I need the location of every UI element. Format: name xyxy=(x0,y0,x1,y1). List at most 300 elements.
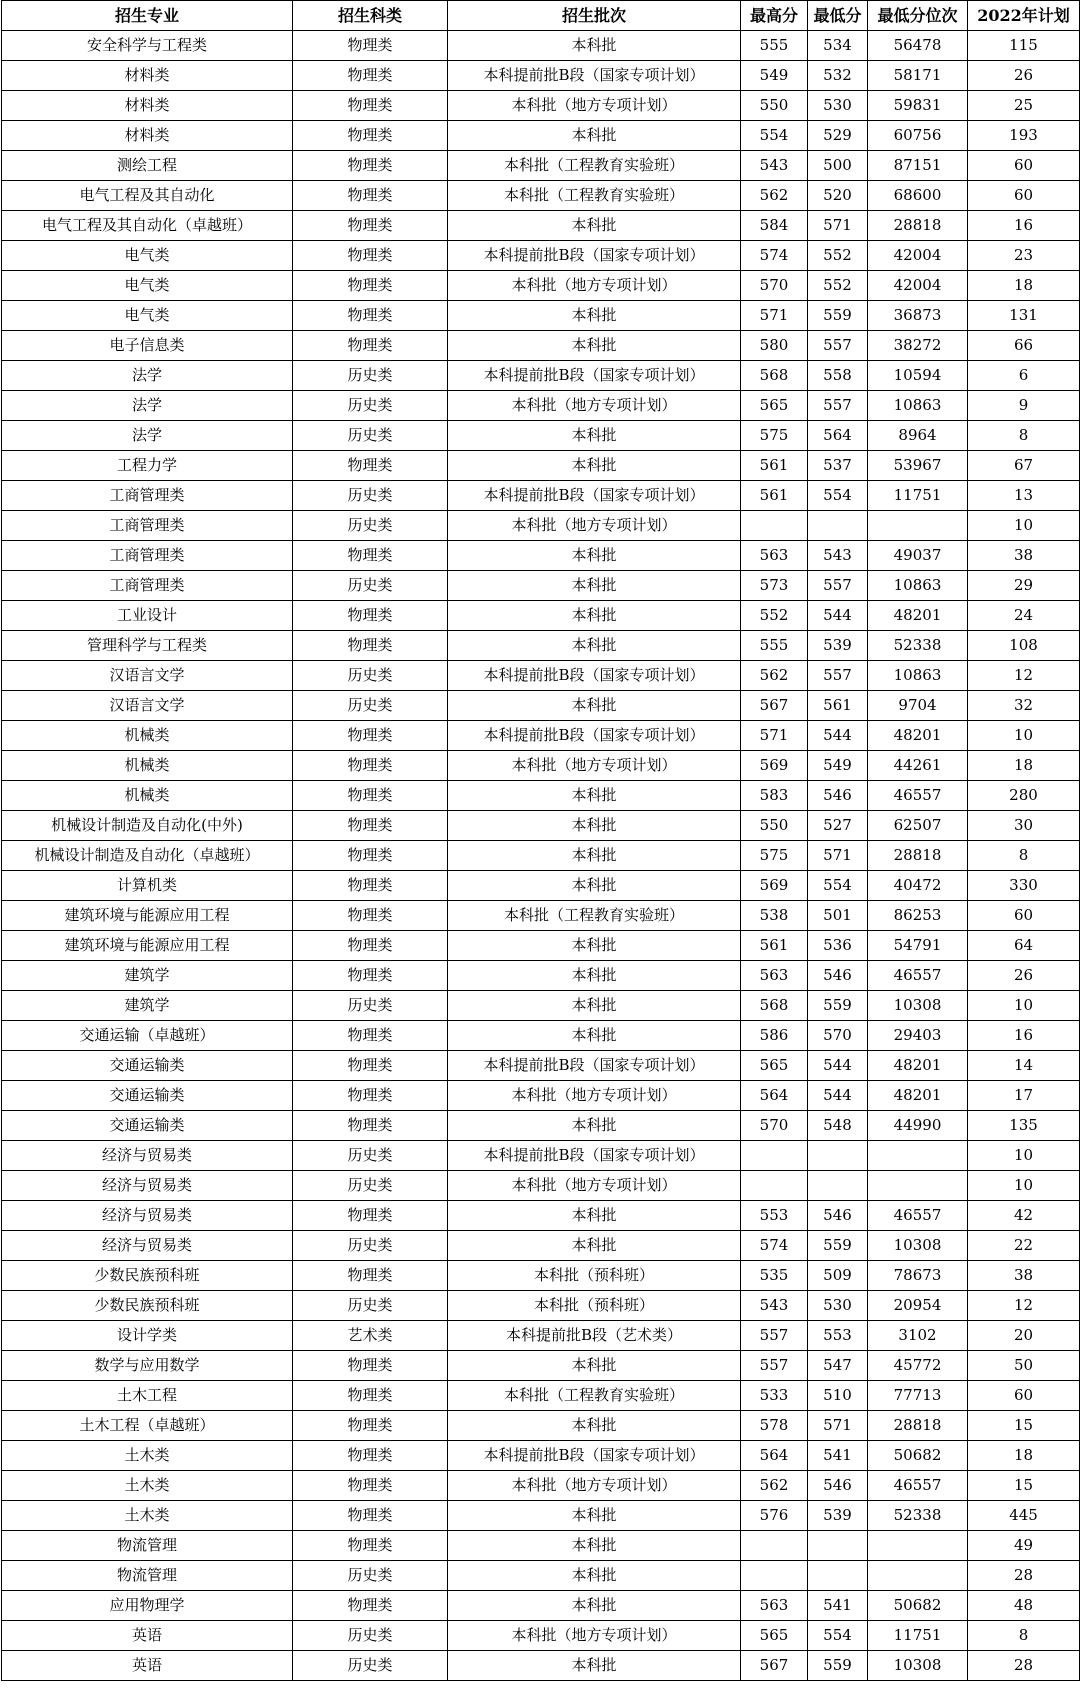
cell-min-score: 549 xyxy=(808,751,868,781)
cell-batch: 本科批（预科班） xyxy=(448,1291,741,1321)
table-row xyxy=(2,301,1080,331)
cell-max-score: 578 xyxy=(741,1411,808,1441)
cell-min-score: 546 xyxy=(808,1201,868,1231)
cell-min-score: 520 xyxy=(808,181,868,211)
cell-min-rank: 48201 xyxy=(868,1051,968,1081)
cell-plan-2022: 10 xyxy=(968,991,1080,1021)
cell-major: 工程力学 xyxy=(2,451,293,481)
cell-plan-2022: 22 xyxy=(968,1231,1080,1261)
cell-category: 物理类 xyxy=(293,1201,448,1231)
cell-min-rank: 20954 xyxy=(868,1291,968,1321)
cell-category: 物理类 xyxy=(293,1591,448,1621)
cell-max-score: 573 xyxy=(741,571,808,601)
cell-major: 机械类 xyxy=(2,781,293,811)
cell-min-score: 559 xyxy=(808,301,868,331)
cell-plan-2022: 445 xyxy=(968,1501,1080,1531)
cell-major: 计算机类 xyxy=(2,871,293,901)
cell-plan-2022: 16 xyxy=(968,211,1080,241)
cell-plan-2022: 108 xyxy=(968,631,1080,661)
cell-category: 物理类 xyxy=(293,451,448,481)
cell-batch: 本科提前批B段（国家专项计划） xyxy=(448,721,741,751)
cell-major: 经济与贸易类 xyxy=(2,1201,293,1231)
cell-batch: 本科批（地方专项计划） xyxy=(448,1621,741,1651)
cell-batch: 本科批（地方专项计划） xyxy=(448,1171,741,1201)
cell-min-rank: 38272 xyxy=(868,331,968,361)
cell-major: 汉语言文学 xyxy=(2,691,293,721)
cell-plan-2022: 60 xyxy=(968,1381,1080,1411)
cell-min-rank: 50682 xyxy=(868,1591,968,1621)
cell-major: 建筑环境与能源应用工程 xyxy=(2,931,293,961)
cell-plan-2022: 30 xyxy=(968,811,1080,841)
cell-min-rank: 46557 xyxy=(868,1471,968,1501)
cell-min-rank: 48201 xyxy=(868,1081,968,1111)
cell-max-score: 571 xyxy=(741,721,808,751)
cell-category: 历史类 xyxy=(293,661,448,691)
cell-min-score: 548 xyxy=(808,1111,868,1141)
table-row xyxy=(2,1231,1080,1261)
cell-min-rank: 10308 xyxy=(868,1651,968,1681)
cell-major: 交通运输类 xyxy=(2,1051,293,1081)
cell-min-rank: 87151 xyxy=(868,151,968,181)
header-major: 招生专业 xyxy=(2,1,293,31)
cell-category: 物理类 xyxy=(293,1081,448,1111)
cell-min-rank: 48201 xyxy=(868,721,968,751)
header-min-score: 最低分 xyxy=(808,1,868,31)
cell-plan-2022: 18 xyxy=(968,1441,1080,1471)
cell-batch: 本科批（工程教育实验班） xyxy=(448,901,741,931)
cell-min-rank: 46557 xyxy=(868,781,968,811)
cell-category: 物理类 xyxy=(293,121,448,151)
cell-max-score: 564 xyxy=(741,1081,808,1111)
cell-min-score: 571 xyxy=(808,211,868,241)
cell-min-score: 544 xyxy=(808,1051,868,1081)
table-row xyxy=(2,271,1080,301)
cell-batch: 本科批 xyxy=(448,1411,741,1441)
cell-major: 英语 xyxy=(2,1621,293,1651)
cell-min-score: 559 xyxy=(808,1651,868,1681)
table-row xyxy=(2,961,1080,991)
cell-major: 机械类 xyxy=(2,721,293,751)
cell-batch: 本科批 xyxy=(448,601,741,631)
cell-max-score: 562 xyxy=(741,661,808,691)
cell-plan-2022: 16 xyxy=(968,1021,1080,1051)
cell-min-rank: 11751 xyxy=(868,481,968,511)
cell-category: 物理类 xyxy=(293,1111,448,1141)
cell-major: 设计学类 xyxy=(2,1321,293,1351)
cell-plan-2022: 10 xyxy=(968,721,1080,751)
cell-major: 材料类 xyxy=(2,121,293,151)
cell-min-rank: 50682 xyxy=(868,1441,968,1471)
table-row xyxy=(2,1261,1080,1291)
header-plan-2022: 2022年计划 xyxy=(968,1,1080,31)
cell-plan-2022: 48 xyxy=(968,1591,1080,1621)
cell-min-rank: 42004 xyxy=(868,241,968,271)
cell-batch: 本科批 xyxy=(448,691,741,721)
table-row xyxy=(2,1141,1080,1171)
cell-batch: 本科批 xyxy=(448,991,741,1021)
cell-batch: 本科批 xyxy=(448,571,741,601)
table-row xyxy=(2,1411,1080,1441)
table-row xyxy=(2,1591,1080,1621)
table-row xyxy=(2,1291,1080,1321)
cell-batch: 本科批（地方专项计划） xyxy=(448,91,741,121)
cell-max-score: 567 xyxy=(741,691,808,721)
cell-plan-2022: 29 xyxy=(968,571,1080,601)
cell-max-score: 586 xyxy=(741,1021,808,1051)
cell-min-score: 543 xyxy=(808,541,868,571)
cell-min-score xyxy=(808,1531,868,1561)
cell-category: 历史类 xyxy=(293,421,448,451)
cell-major: 法学 xyxy=(2,421,293,451)
cell-plan-2022: 135 xyxy=(968,1111,1080,1141)
cell-batch: 本科提前批B段（国家专项计划） xyxy=(448,61,741,91)
cell-max-score: 568 xyxy=(741,361,808,391)
cell-category: 物理类 xyxy=(293,781,448,811)
table-row xyxy=(2,31,1080,61)
cell-min-rank: 58171 xyxy=(868,61,968,91)
cell-category: 物理类 xyxy=(293,331,448,361)
cell-min-score: 509 xyxy=(808,1261,868,1291)
cell-min-rank: 52338 xyxy=(868,631,968,661)
cell-batch: 本科批 xyxy=(448,1231,741,1261)
cell-min-rank: 46557 xyxy=(868,1201,968,1231)
table-row xyxy=(2,1111,1080,1141)
cell-max-score xyxy=(741,1171,808,1201)
cell-plan-2022: 64 xyxy=(968,931,1080,961)
cell-batch: 本科批（工程教育实验班） xyxy=(448,151,741,181)
cell-category: 历史类 xyxy=(293,571,448,601)
cell-min-score xyxy=(808,511,868,541)
cell-plan-2022: 60 xyxy=(968,181,1080,211)
cell-plan-2022: 280 xyxy=(968,781,1080,811)
cell-batch: 本科批 xyxy=(448,631,741,661)
header-category: 招生科类 xyxy=(293,1,448,31)
cell-major: 机械设计制造及自动化(中外) xyxy=(2,811,293,841)
cell-category: 物理类 xyxy=(293,271,448,301)
cell-min-rank: 10308 xyxy=(868,1231,968,1261)
cell-major: 建筑学 xyxy=(2,961,293,991)
cell-min-rank: 62507 xyxy=(868,811,968,841)
cell-batch: 本科批（地方专项计划） xyxy=(448,751,741,781)
cell-batch: 本科批 xyxy=(448,451,741,481)
cell-plan-2022: 15 xyxy=(968,1411,1080,1441)
table-row xyxy=(2,61,1080,91)
table-row xyxy=(2,901,1080,931)
cell-batch: 本科批（地方专项计划） xyxy=(448,1081,741,1111)
table-row xyxy=(2,571,1080,601)
cell-major: 材料类 xyxy=(2,61,293,91)
cell-plan-2022: 10 xyxy=(968,511,1080,541)
cell-min-score: 561 xyxy=(808,691,868,721)
cell-plan-2022: 42 xyxy=(968,1201,1080,1231)
cell-category: 物理类 xyxy=(293,751,448,781)
cell-plan-2022: 17 xyxy=(968,1081,1080,1111)
cell-category: 物理类 xyxy=(293,541,448,571)
cell-major: 法学 xyxy=(2,391,293,421)
cell-max-score: 543 xyxy=(741,151,808,181)
cell-major: 汉语言文学 xyxy=(2,661,293,691)
cell-major: 物流管理 xyxy=(2,1531,293,1561)
table-row xyxy=(2,541,1080,571)
cell-min-rank: 3102 xyxy=(868,1321,968,1351)
cell-plan-2022: 193 xyxy=(968,121,1080,151)
cell-plan-2022: 50 xyxy=(968,1351,1080,1381)
cell-min-rank: 28818 xyxy=(868,211,968,241)
cell-max-score xyxy=(741,1141,808,1171)
cell-max-score: 538 xyxy=(741,901,808,931)
cell-max-score: 567 xyxy=(741,1651,808,1681)
cell-min-rank: 28818 xyxy=(868,1411,968,1441)
cell-plan-2022: 60 xyxy=(968,151,1080,181)
cell-category: 物理类 xyxy=(293,1261,448,1291)
cell-major: 建筑环境与能源应用工程 xyxy=(2,901,293,931)
cell-batch: 本科批（工程教育实验班） xyxy=(448,1381,741,1411)
table-row xyxy=(2,691,1080,721)
cell-batch: 本科提前批B段（国家专项计划） xyxy=(448,361,741,391)
cell-major: 物流管理 xyxy=(2,1561,293,1591)
cell-min-score: 541 xyxy=(808,1591,868,1621)
cell-plan-2022: 26 xyxy=(968,961,1080,991)
cell-plan-2022: 49 xyxy=(968,1531,1080,1561)
cell-max-score xyxy=(741,511,808,541)
cell-min-rank xyxy=(868,511,968,541)
cell-batch: 本科提前批B段（国家专项计划） xyxy=(448,481,741,511)
cell-min-score: 571 xyxy=(808,841,868,871)
cell-max-score: 571 xyxy=(741,301,808,331)
cell-max-score: 561 xyxy=(741,931,808,961)
cell-major: 经济与贸易类 xyxy=(2,1171,293,1201)
cell-category: 历史类 xyxy=(293,511,448,541)
cell-max-score: 561 xyxy=(741,481,808,511)
cell-batch: 本科批 xyxy=(448,841,741,871)
cell-plan-2022: 13 xyxy=(968,481,1080,511)
cell-major: 电气工程及其自动化（卓越班） xyxy=(2,211,293,241)
cell-batch: 本科批（地方专项计划） xyxy=(448,391,741,421)
table-row xyxy=(2,421,1080,451)
cell-plan-2022: 66 xyxy=(968,331,1080,361)
cell-min-score xyxy=(808,1561,868,1591)
cell-category: 物理类 xyxy=(293,961,448,991)
cell-min-score: 564 xyxy=(808,421,868,451)
cell-min-rank: 10308 xyxy=(868,991,968,1021)
cell-plan-2022: 67 xyxy=(968,451,1080,481)
cell-min-score: 501 xyxy=(808,901,868,931)
table-row xyxy=(2,1441,1080,1471)
cell-category: 物理类 xyxy=(293,151,448,181)
cell-max-score xyxy=(741,1561,808,1591)
cell-batch: 本科批 xyxy=(448,1501,741,1531)
cell-plan-2022: 24 xyxy=(968,601,1080,631)
cell-category: 物理类 xyxy=(293,841,448,871)
cell-min-rank: 78673 xyxy=(868,1261,968,1291)
cell-category: 历史类 xyxy=(293,1291,448,1321)
table-row xyxy=(2,391,1080,421)
cell-min-score: 529 xyxy=(808,121,868,151)
table-row xyxy=(2,121,1080,151)
table-row xyxy=(2,841,1080,871)
cell-max-score: 564 xyxy=(741,1441,808,1471)
cell-min-score: 539 xyxy=(808,1501,868,1531)
cell-category: 历史类 xyxy=(293,991,448,1021)
cell-category: 物理类 xyxy=(293,91,448,121)
cell-max-score: 576 xyxy=(741,1501,808,1531)
cell-min-rank: 10863 xyxy=(868,391,968,421)
cell-category: 历史类 xyxy=(293,1141,448,1171)
cell-category: 物理类 xyxy=(293,1411,448,1441)
cell-max-score: 553 xyxy=(741,1201,808,1231)
cell-major: 测绘工程 xyxy=(2,151,293,181)
table-row xyxy=(2,91,1080,121)
cell-category: 物理类 xyxy=(293,31,448,61)
cell-category: 物理类 xyxy=(293,1531,448,1561)
cell-major: 土木类 xyxy=(2,1501,293,1531)
cell-min-rank: 36873 xyxy=(868,301,968,331)
cell-plan-2022: 38 xyxy=(968,541,1080,571)
cell-min-rank: 10594 xyxy=(868,361,968,391)
cell-max-score: 565 xyxy=(741,1051,808,1081)
cell-min-score: 536 xyxy=(808,931,868,961)
table-row xyxy=(2,511,1080,541)
cell-plan-2022: 8 xyxy=(968,1621,1080,1651)
table-row xyxy=(2,931,1080,961)
cell-max-score xyxy=(741,1531,808,1561)
cell-batch: 本科批 xyxy=(448,1111,741,1141)
table-row xyxy=(2,1471,1080,1501)
cell-min-score: 530 xyxy=(808,1291,868,1321)
cell-min-rank: 10863 xyxy=(868,571,968,601)
cell-category: 历史类 xyxy=(293,1171,448,1201)
table-row xyxy=(2,1381,1080,1411)
cell-max-score: 565 xyxy=(741,1621,808,1651)
cell-min-rank: 49037 xyxy=(868,541,968,571)
table-row xyxy=(2,331,1080,361)
cell-batch: 本科批 xyxy=(448,1591,741,1621)
cell-major: 法学 xyxy=(2,361,293,391)
cell-major: 土木工程 xyxy=(2,1381,293,1411)
cell-major: 土木类 xyxy=(2,1471,293,1501)
cell-category: 物理类 xyxy=(293,631,448,661)
table-row xyxy=(2,481,1080,511)
cell-plan-2022: 8 xyxy=(968,421,1080,451)
cell-min-rank: 44261 xyxy=(868,751,968,781)
cell-max-score: 568 xyxy=(741,991,808,1021)
cell-max-score: 557 xyxy=(741,1351,808,1381)
cell-batch: 本科批（工程教育实验班） xyxy=(448,181,741,211)
cell-batch: 本科提前批B段（国家专项计划） xyxy=(448,661,741,691)
cell-plan-2022: 115 xyxy=(968,31,1080,61)
cell-min-rank: 86253 xyxy=(868,901,968,931)
cell-category: 物理类 xyxy=(293,811,448,841)
table-row xyxy=(2,1651,1080,1681)
cell-min-score: 571 xyxy=(808,1411,868,1441)
cell-plan-2022: 32 xyxy=(968,691,1080,721)
cell-category: 艺术类 xyxy=(293,1321,448,1351)
cell-category: 物理类 xyxy=(293,1501,448,1531)
table-row xyxy=(2,601,1080,631)
cell-max-score: 580 xyxy=(741,331,808,361)
cell-min-score: 500 xyxy=(808,151,868,181)
cell-category: 物理类 xyxy=(293,1471,448,1501)
cell-category: 物理类 xyxy=(293,901,448,931)
table-row xyxy=(2,211,1080,241)
table-row xyxy=(2,1201,1080,1231)
cell-plan-2022: 25 xyxy=(968,91,1080,121)
cell-min-rank: 45772 xyxy=(868,1351,968,1381)
cell-category: 历史类 xyxy=(293,691,448,721)
cell-batch: 本科提前批B段（艺术类） xyxy=(448,1321,741,1351)
cell-plan-2022: 38 xyxy=(968,1261,1080,1291)
cell-plan-2022: 10 xyxy=(968,1141,1080,1171)
cell-major: 数学与应用数学 xyxy=(2,1351,293,1381)
cell-min-rank xyxy=(868,1531,968,1561)
table-row xyxy=(2,631,1080,661)
cell-major: 电气工程及其自动化 xyxy=(2,181,293,211)
cell-batch: 本科批 xyxy=(448,931,741,961)
cell-plan-2022: 9 xyxy=(968,391,1080,421)
cell-batch: 本科提前批B段（国家专项计划） xyxy=(448,1141,741,1171)
cell-plan-2022: 28 xyxy=(968,1561,1080,1591)
cell-batch: 本科批（地方专项计划） xyxy=(448,511,741,541)
cell-major: 安全科学与工程类 xyxy=(2,31,293,61)
cell-batch: 本科批 xyxy=(448,871,741,901)
cell-plan-2022: 12 xyxy=(968,661,1080,691)
cell-major: 少数民族预科班 xyxy=(2,1291,293,1321)
cell-max-score: 535 xyxy=(741,1261,808,1291)
cell-max-score: 563 xyxy=(741,1591,808,1621)
cell-major: 电气类 xyxy=(2,241,293,271)
cell-category: 物理类 xyxy=(293,1351,448,1381)
cell-min-score: 557 xyxy=(808,331,868,361)
cell-min-rank: 46557 xyxy=(868,961,968,991)
cell-min-score: 554 xyxy=(808,871,868,901)
cell-max-score: 533 xyxy=(741,1381,808,1411)
table-row xyxy=(2,181,1080,211)
cell-batch: 本科批（地方专项计划） xyxy=(448,271,741,301)
cell-major: 材料类 xyxy=(2,91,293,121)
cell-max-score: 554 xyxy=(741,121,808,151)
table-row xyxy=(2,751,1080,781)
table-row xyxy=(2,361,1080,391)
cell-min-rank: 56478 xyxy=(868,31,968,61)
cell-major: 建筑学 xyxy=(2,991,293,1021)
cell-plan-2022: 131 xyxy=(968,301,1080,331)
cell-min-score: 546 xyxy=(808,961,868,991)
cell-category: 历史类 xyxy=(293,481,448,511)
cell-category: 物理类 xyxy=(293,1381,448,1411)
table-row xyxy=(2,661,1080,691)
cell-major: 工业设计 xyxy=(2,601,293,631)
cell-min-rank xyxy=(868,1561,968,1591)
table-row xyxy=(2,1351,1080,1381)
table-row xyxy=(2,721,1080,751)
cell-batch: 本科批（预科班） xyxy=(448,1261,741,1291)
cell-min-score: 552 xyxy=(808,271,868,301)
cell-max-score: 563 xyxy=(741,961,808,991)
cell-min-score: 534 xyxy=(808,31,868,61)
cell-min-score: 544 xyxy=(808,601,868,631)
cell-category: 历史类 xyxy=(293,361,448,391)
cell-major: 工商管理类 xyxy=(2,481,293,511)
cell-max-score: 561 xyxy=(741,451,808,481)
cell-batch: 本科批 xyxy=(448,1201,741,1231)
cell-min-score: 510 xyxy=(808,1381,868,1411)
cell-min-score: 547 xyxy=(808,1351,868,1381)
cell-max-score: 555 xyxy=(741,31,808,61)
cell-plan-2022: 23 xyxy=(968,241,1080,271)
table-row xyxy=(2,451,1080,481)
cell-min-score: 557 xyxy=(808,571,868,601)
table-row xyxy=(2,811,1080,841)
